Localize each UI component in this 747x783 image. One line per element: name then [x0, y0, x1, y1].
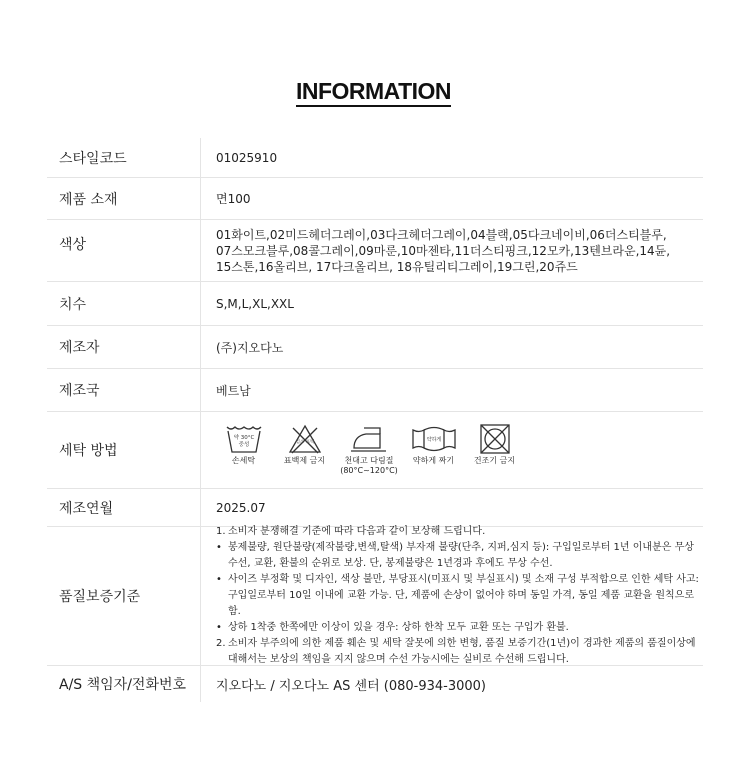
row-material: [47, 178, 703, 220]
warranty-value: [201, 527, 703, 665]
warranty-item-4-text: 상하 1착중 한쪽에만 이상이 있을 경우: 상하 한착 모두 교환 또는 구입가 환불.: [228, 622, 569, 633]
as-value: 지오다노 / 지오다노 AS 센터 (080-934-3000): [216, 678, 487, 694]
color-line-2: 07스모크블루,08콜그레이,09마룬,10마젠타,11더스티핑크,12모카,13텐브라운,14듄,: [216, 243, 671, 258]
wash-icons: [213, 424, 525, 476]
manufacturer-value: (주)지오다노: [216, 340, 284, 355]
style-code-label: 스타일코드: [47, 138, 201, 177]
no-bleach-label: 표백제 금지: [283, 456, 326, 465]
color-line-1: 01화이트,02미드헤더그레이,03다크헤더그레이,04블랙,05다크네이비,06더스티블루,: [216, 227, 667, 242]
iron-temp-label: (80°C~120°C): [340, 466, 398, 475]
color-label: 색상: [47, 220, 201, 281]
row-color: [47, 220, 703, 282]
page-title: [0, 78, 747, 105]
row-wash: [47, 412, 703, 489]
warranty-label: 품질보증기준: [47, 527, 201, 665]
warranty-item-2-mark: •: [216, 542, 222, 553]
warranty-item-5-mark: 2.: [216, 638, 226, 649]
as-label: A/S 책임자/전화번호: [47, 666, 201, 702]
warranty-item-4-mark: •: [216, 622, 222, 633]
warranty-item-1-text: 소비자 분쟁해결 기준에 따라 다음과 같이 보상해 드립니다.: [228, 526, 486, 537]
warranty-item-3-text: 사이즈 부정확 및 디자인, 색상 불만, 부당표시(미표시 및 부실표시) 및 소재 구성 부적합으로 인한 세탁 사고: 구입일로부터 10일 이내에 교환 가능. 단, 제품에 손상이 없어야 하며 동일 가격, 동일 제품 교환을 원칙으로 함.: [228, 574, 699, 617]
no-tumble-dry-label: 건조기 금지: [473, 456, 516, 465]
country-value: 베트남: [216, 383, 251, 398]
warranty-item-4: [216, 620, 569, 636]
hand-wash-icon: [225, 424, 263, 454]
material-label: 제품 소재: [47, 178, 201, 219]
size-label: 치수: [47, 282, 201, 325]
gentle-wring-label: 약하게 짜기: [412, 456, 455, 465]
wash-item-bleach: [274, 424, 335, 466]
warranty-item-2: [216, 540, 703, 572]
warranty-item-5-text: 소비자 부주의에 의한 제품 훼손 및 세탁 잘못에 의한 변형, 품질 보증기간(1년)이 경과한 제품의 품질이상에 대해서는 보상의 책임을 지지 않으며 수선 가능시에는 실비로 수선해 드립니다.: [228, 638, 696, 665]
warranty-item-1-mark: 1.: [216, 526, 226, 537]
hand-wash-neutral: 중성: [238, 442, 249, 448]
row-country: [47, 369, 703, 412]
row-as: [47, 666, 703, 702]
size-value: S,M,L,XL,XXL: [216, 296, 294, 311]
iron-icon: [350, 424, 388, 454]
no-bleach-icon: [288, 424, 322, 454]
manufacturer-label: 제조자: [47, 326, 201, 368]
style-code-value: 01025910: [216, 150, 278, 165]
page-title-text: INFORMATION: [296, 78, 451, 107]
gentle-wring-inner: 약하게: [426, 437, 441, 443]
wash-value: [201, 412, 703, 488]
date-label: 제조연월: [47, 489, 201, 526]
row-warranty: [47, 527, 703, 666]
row-size: [47, 282, 703, 326]
wash-label: 세탁 방법: [47, 412, 201, 488]
color-value: [201, 220, 703, 281]
warranty-item-3-mark: •: [216, 574, 222, 585]
material-value: 면100: [216, 192, 251, 206]
color-line-3: 15스톤,16올리브, 17다크올리브, 18유틸리티그레이,19그린,20쥬드: [216, 259, 578, 274]
row-manufacturer: [47, 326, 703, 369]
gentle-wring-icon: [411, 424, 457, 454]
date-value: 2025.07: [216, 500, 266, 515]
hand-wash-temp: 약 30°C: [233, 435, 254, 441]
hand-wash-label: 손세탁: [231, 456, 256, 465]
row-date: [47, 489, 703, 527]
wash-item-iron: [335, 424, 403, 476]
wash-item-dryer: [464, 424, 525, 466]
information-table: [47, 138, 703, 702]
country-label: 제조국: [47, 369, 201, 411]
warranty-item-3: [216, 572, 703, 620]
wash-item-hand: [213, 424, 274, 466]
warranty-item-5: [216, 636, 703, 668]
row-style-code: [47, 138, 703, 178]
warranty-item-2-text: 봉제불량, 원단불량(제작불량,변색,탈색) 부자재 불량(단추, 지퍼,심지 등): 구입일로부터 1년 이내분은 무상수선, 교환, 환불의 순위로 보상. 단, 봉제불량은 1년경과 후에도 무상 수선.: [228, 542, 694, 569]
warranty-item-1: [216, 524, 485, 540]
no-tumble-dry-icon: [478, 424, 512, 454]
no-bleach-inner: 염소 표백: [295, 440, 314, 445]
wash-item-wring: [403, 424, 464, 466]
iron-label: 천대고 다림질: [344, 456, 394, 465]
